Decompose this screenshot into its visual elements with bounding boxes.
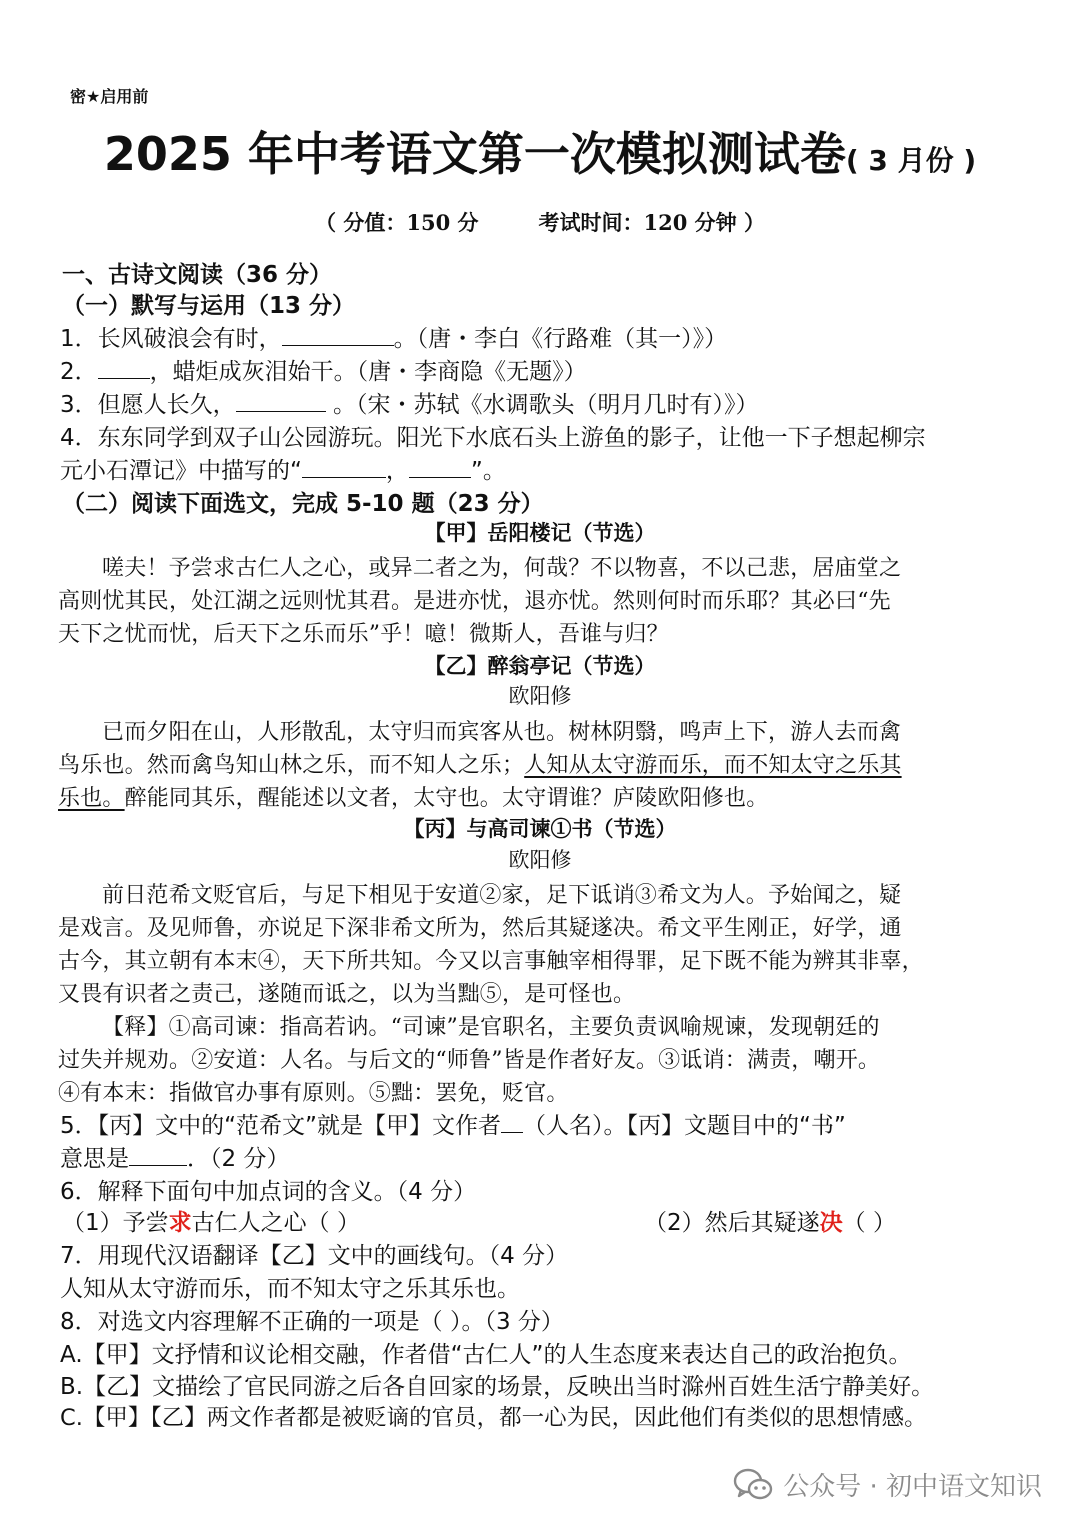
- q6a-text: 古仁人之心（ ）: [191, 1210, 360, 1236]
- q5-text: 意思是: [60, 1146, 129, 1172]
- passage-line: 嗟夫！予尝求古仁人之心，或异二者之为，何哉？不以物喜，不以己悲，居庙堂之: [102, 556, 902, 581]
- wechat-icon: [733, 1468, 773, 1502]
- q1-source: 。（唐・李白《行路难（其一）》）: [393, 326, 728, 352]
- option-a: A.【甲】文抒情和议论相交融，作者借“古仁人”的人生态度来表达自己的政治抱负。: [60, 1342, 912, 1368]
- watermark-text: 公众号 · 初中语文知识: [783, 1472, 1042, 1502]
- question-6a: [62, 1204, 360, 1237]
- question-7-sentence: 人知从太守游而乐，而不知太守之乐其乐也。: [60, 1276, 520, 1302]
- secret-label: 密★启用前: [70, 87, 149, 106]
- passage-line: 高则忧其民，处江湖之远则忧其君。是进亦忧，退亦忧。然则何时而乐耶？其必曰“先: [58, 589, 891, 614]
- exam-title: [0, 118, 1080, 184]
- score-info: （ 分值：150 分: [315, 210, 479, 235]
- answer-blank: [409, 457, 471, 478]
- passage-text: 鸟乐也。然而禽鸟知山林之乐，而不知人之乐；: [58, 753, 525, 778]
- answer-blank: [501, 1112, 523, 1133]
- q6b-text: （ ）: [842, 1210, 896, 1236]
- q6a-text: （1）予尝: [62, 1210, 169, 1236]
- time-info: 考试时间：120 分钟 ）: [538, 210, 765, 235]
- watermark: [733, 1466, 1042, 1503]
- passage-line: 前日范希文贬官后，与足下相见于安道②家，足下诋诮③希文为人。予始闻之，疑: [102, 883, 902, 908]
- passage-line: [58, 781, 768, 812]
- passage-text: 醉能同其乐，醒能述以文者，太守也。太守谓谁？庐陵欧阳修也。: [124, 786, 769, 811]
- annotation-line: 过失并规劝。②安道：人名。与后文的“师鲁”皆是作者好友。③诋诮：满责，嘲开。: [58, 1048, 881, 1073]
- q4-end: ”。: [470, 458, 506, 484]
- passage-line: 古今，其立朝有本末④，天下所共知。今又以言事触宰相得罪，足下既不能为辨其非辜，: [58, 949, 924, 974]
- q1-text: 1．长风破浪会有时，: [60, 326, 282, 352]
- passage-line: 是戏言。及见师鲁，亦说足下深非希文所为，然后其疑遂决。希文平生刚正，好学，通: [58, 916, 902, 941]
- annotation-line: 【释】①高司谏：指高若讷。“司谏”是官职名，主要负责讽喻规谏，发现朝廷的: [102, 1015, 880, 1040]
- question-5-line2: [60, 1140, 289, 1173]
- question-5-line1: [60, 1107, 846, 1140]
- underlined-sentence: 人知从太守游而乐，而不知太守之乐其: [524, 753, 902, 778]
- question-3: [60, 386, 758, 419]
- exam-meta: [0, 207, 1080, 237]
- q3-text: 3．但愿人长久，: [60, 392, 236, 418]
- question-4-line1: 4．东东同学到双子山公园游玩。阳光下水底石头上游鱼的影子，让他一下子想起柳宗: [60, 425, 926, 451]
- question-6-stem: 6．解释下面句中加点词的含义。（4 分）: [60, 1179, 477, 1205]
- question-1: [60, 320, 727, 353]
- dotted-word: 求: [168, 1210, 192, 1236]
- dotted-word: 决: [819, 1210, 843, 1236]
- q4-text: 元小石潭记》中描写的“: [60, 458, 302, 484]
- annotation-line: ④有本末：指做官办事有原则。⑤黜：罢免，贬官。: [58, 1081, 569, 1106]
- answer-blank: [98, 358, 150, 379]
- exam-title-suffix: ( 3 月份 ): [845, 144, 977, 177]
- section-title: 一、古诗文阅读（36 分）: [62, 262, 333, 288]
- question-6b: [644, 1204, 896, 1237]
- answer-blank: [282, 325, 394, 346]
- exam-title-main: 2025 年中考语文第一次模拟测试卷: [103, 127, 846, 181]
- q6b-text: （2）然后其疑遂: [644, 1210, 820, 1236]
- passage-bing-title: 【丙】与高司谏①书（节选）: [403, 816, 677, 841]
- subsection-title: （二）阅读下面选文，完成 5-10 题（23 分）: [62, 491, 544, 517]
- answer-blank: [236, 391, 326, 412]
- subsection-title: （一）默写与运用（13 分）: [62, 293, 356, 319]
- question-4-line2: [60, 452, 506, 485]
- passage-bing-author: 欧阳修: [508, 848, 572, 872]
- q2-text: ，蜡炬成灰泪始干。（唐・李商隐《无题》）: [149, 359, 587, 385]
- q2-number: 2．: [60, 359, 98, 385]
- passage-yi-author: 欧阳修: [508, 684, 572, 708]
- q4-sep: ，: [385, 458, 409, 484]
- answer-blank: [129, 1145, 187, 1166]
- passage-line: [58, 748, 902, 779]
- passage-line: 天下之忧而忧，后天下之乐而乐”乎！噫！微斯人，吾谁与归？: [58, 622, 669, 647]
- question-2: [60, 353, 587, 386]
- passage-line: 又畏有识者之责己，遂随而诋之，以为当黜⑤，是可怪也。: [58, 982, 636, 1007]
- option-c: C.【甲】【乙】两文作者都是被贬谪的官员，都一心为民，因此他们有类似的思想情感。: [60, 1405, 927, 1431]
- q5-text: 5．【丙】文中的“范希文”就是【甲】文作者: [60, 1113, 501, 1139]
- passage-jia-title: 【甲】岳阳楼记（节选）: [424, 520, 656, 545]
- underlined-sentence: 乐也。: [58, 786, 125, 811]
- q3-source: 。（宋・苏轼《水调歌头（明月几时有）》）: [325, 392, 759, 418]
- q5-score: ．（2 分）: [187, 1146, 290, 1172]
- answer-blank: [302, 457, 386, 478]
- passage-line: 已而夕阳在山，人形散乱，太守归而宾客从也。树林阴翳，鸣声上下，游人去而禽: [102, 720, 902, 745]
- option-b: B.【乙】文描绘了官民同游之后各自回家的场景，反映出当时滁州百姓生活宁静美好。: [60, 1374, 935, 1400]
- q5-text: （人名）。【丙】文题目中的“书”: [522, 1113, 846, 1139]
- question-7-stem: 7．用现代汉语翻译【乙】文中的画线句。（4 分）: [60, 1243, 569, 1269]
- question-8-stem: 8．对选文内容理解不正确的一项是（ ）。（3 分）: [60, 1309, 564, 1335]
- passage-yi-title: 【乙】醉翁亭记（节选）: [424, 653, 656, 678]
